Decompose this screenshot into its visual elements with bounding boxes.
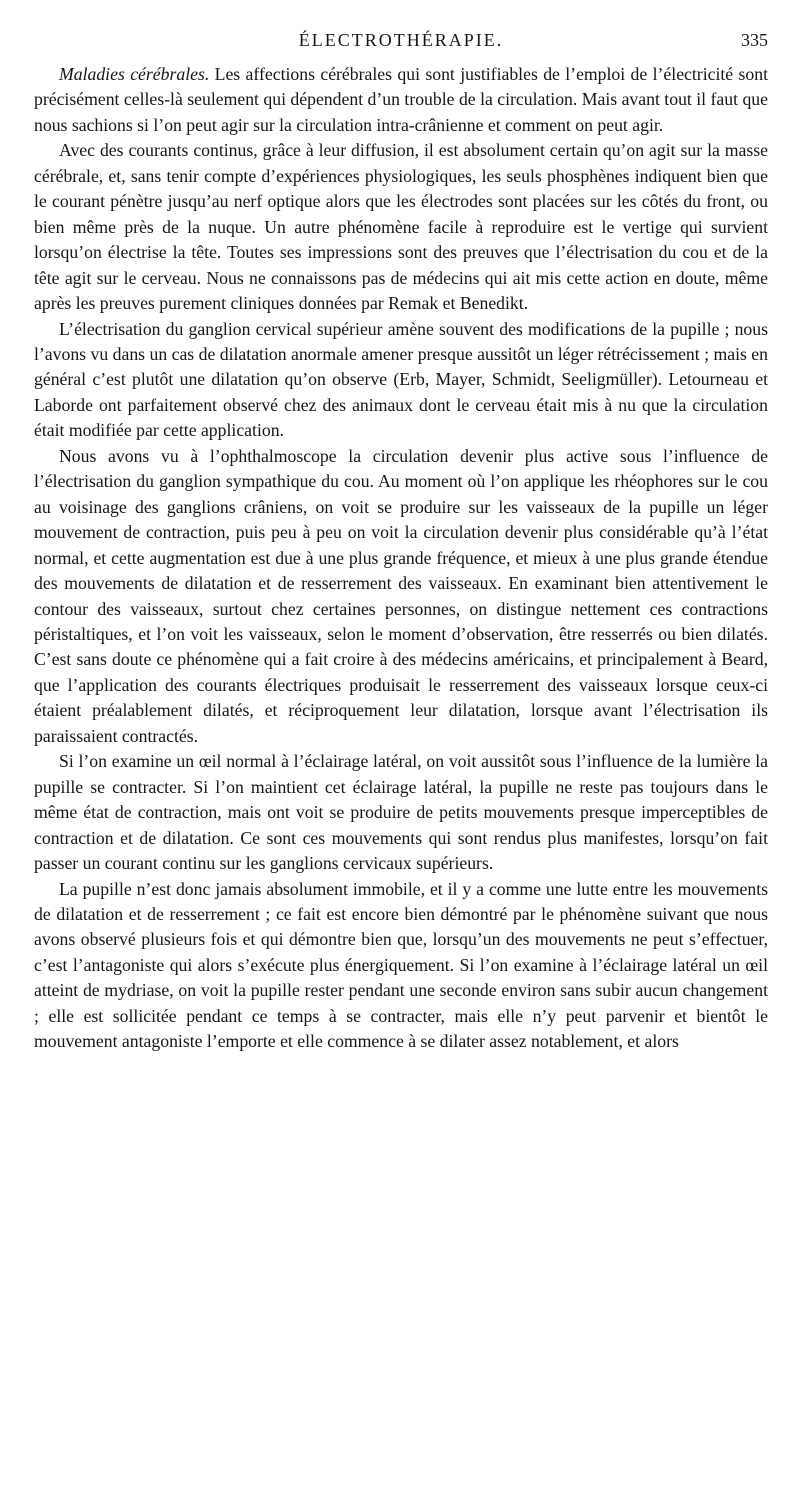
paragraph: Avec des courants continus, grâce à leur diffusion, il est absolument certain qu’on agit sur la masse cérébrale, et, sans tenir compte d’expériences physiologiques, les seuls phosphènes indiquent bien que le courant pénètre jusqu’au nerf optique alors que les électrodes sont placées sur les côtés du front, ou bien même près de la nuque. Un autre phénomène facile à reproduire est le vertige qui survient lorsqu’on électrise la tête. Toutes ses impressions sont des preuves que l’électrisation du cou et de la tête agit sur le cerveau. Nous ne connaissons pas de médecins qui ait mis cette action en doute, même après les preuves purement cliniques données par Remak et Benedikt. [34,140,768,314]
paragraph: Si l’on examine un œil normal à l’éclairage latéral, on voit aussitôt sous l’influence de la lumière la pupille se contracter. Si l’on maintient cet éclairage latéral, la pupille ne reste pas toujours dans le même état de contraction, mais ont voit se produire de petits mouvements presque imperceptibles de contraction et de dilatation. Ce sont ces mouvements qui sont rendus plus manifestes, lorsqu’on fait passer un courant continu sur les ganglions cervicaux supérieurs. [34,751,768,874]
section-lead: Maladies cérébrales. [59,64,210,84]
paragraph: La pupille n’est donc jamais absolument immobile, et il y a comme une lutte entre les mouvements de dilatation et de resserrement ; ce fait est encore bien démontré par le phénomène suivant que nous avons observé plusieurs fois et qui démontre bien que, lorsqu’un des mouvements ne peut s’effectuer, c’est l’antagoniste qui alors s’exécute plus énergiquement. Si l’on examine à l’éclairage latéral un œil atteint de mydriase, on voit la pupille rester pendant une seconde environ sans subir aucun changement ; elle est sollicitée pendant ce temps à se contracter, mais elle n’y peut parvenir et bientôt le mouvement antagoniste l’emporte et elle commence à se dilater assez notablement, et alors [34,878,768,1052]
paragraph: Nous avons vu à l’ophthalmoscope la circulation devenir plus active sous l’influence de l’électrisation du ganglion sympathique du cou. Au moment où l’on applique les rhéophores sur le cou au voisinage des ganglions crâniens, on voit se produire sur les vaisseaux de la pupille un léger mouvement de contraction, puis peu à peu on voit la circulation devenir plus considérable qu’à l’état normal, et cette augmentation est due à une plus grande fréquence, et mieux à une plus grande étendue des mouvements de dilatation et de resserrement des vaisseaux. En examinant bien attentivement le contour des vaisseaux, surtout chez certaines personnes, on distingue nettement ces contractions péristaltiques, et l’on voit les vaisseaux, selon le moment d’observation, être resserrés ou bien dilatés. C’est sans doute ce phénomène qui a fait croire à des médecins américains, et principalement à Beard, que l’application des courants électriques produisait le resserrement des vaisseaux lorsque ceux-ci étaient préalablement dilatés, et réciproquement leur dilatation, lorsque avant l’électrisation ils paraissaient contractés. [34,445,768,746]
body-text [34,62,768,1055]
page-number: 335 [741,30,768,50]
paragraph-maladies-cerebrales [34,62,768,138]
paragraph: L’électrisation du ganglion cervical supérieur amène souvent des modifications de la pupille ; nous l’avons vu dans un cas de dilatation anormale amener presque aussitôt un léger rétrécissement ; mais en général c’est plutôt une dilatation qu’on observe (Erb, Mayer, Schmidt, Seeligmüller). Letourneau et Laborde ont parfaitement observé chez des animaux dont le cerveau était mis à nu que la circulation était modifiée par cette application. [34,318,768,441]
paragraph-text: Les affections cérébrales qui sont justifiables de l’emploi de l’électricité sont précisément celles-là seulement qui dépendent d’un trouble de la circulation. Mais avant tout il faut que nous sachions si l’on peut agir sur la circulation intra-crânienne et comment on peut agir. [34,64,768,135]
running-header [34,30,768,60]
running-title: ÉLECTROTHÉRAPIE. [298,30,504,50]
